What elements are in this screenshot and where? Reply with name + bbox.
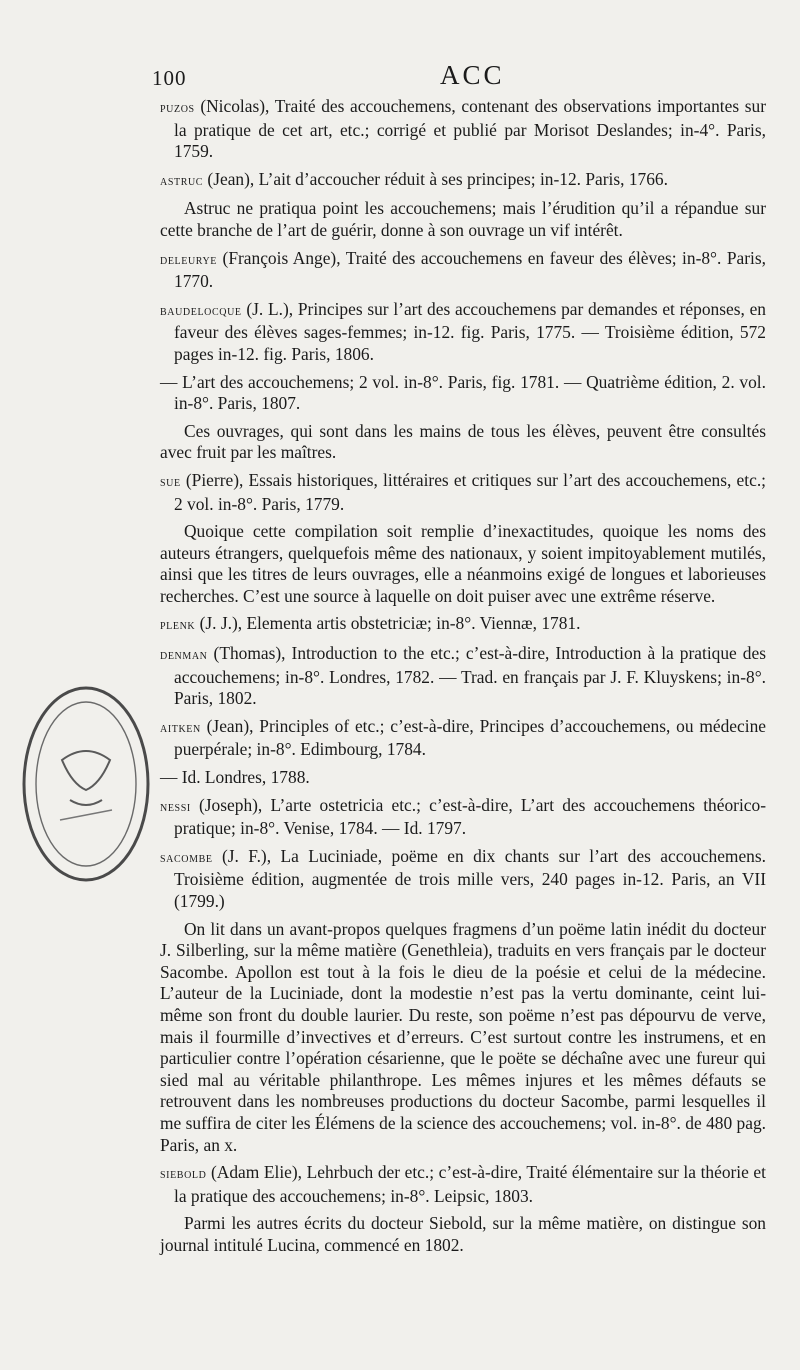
author-name: puzos bbox=[160, 101, 195, 116]
entry-plenk bbox=[160, 613, 766, 637]
page-body bbox=[160, 96, 766, 1263]
entry-deleurye bbox=[160, 248, 766, 293]
entry-sue bbox=[160, 470, 766, 515]
author-name: deleurye bbox=[160, 252, 218, 268]
entry-text: (Joseph), L’arte ostetricia etc.; c’est-à-dire, L’art des accouchemens théorico-pratique; in-8°. Venise, 1784. — Id. 1797. bbox=[174, 794, 766, 839]
author-name: denman bbox=[160, 648, 208, 664]
page-number: 100 bbox=[152, 66, 187, 90]
entry-text: (Thomas), Introduction to the etc.; c’est-à-dire, Introduction à la pratique des accouchemens; in-8°. Londres, 1782. — Trad. en français par J. F. Kluyskens; in-8°. Paris, 1802. bbox=[174, 643, 766, 709]
entry-denman bbox=[160, 643, 766, 710]
commentary-paragraph: Quoique cette compilation soit remplie d’inexactitudes, quoique les noms des auteurs étrangers, quelquefois même des nationaux, y soient impitoyablement mutilés, ainsi que les titres de leurs ouvrages, elle a néanmoins exigé de longues et laborieuses recherches. C’est une source à laquelle on doit puiser avec une extrême réserve. bbox=[160, 521, 766, 606]
entry-text: (Jean), L’ait d’accoucher réduit à ses principes; in-12. Paris, 1766. bbox=[203, 168, 668, 189]
entry-text: (Pierre), Essais historiques, littéraires et critiques sur l’art des accouchemens, etc.; 2 vol. in-8°. Paris, 1779. bbox=[174, 469, 766, 514]
entry-aitken bbox=[160, 716, 766, 761]
entry-nessi bbox=[160, 795, 766, 840]
author-name: nessi bbox=[160, 799, 191, 815]
entry-puzos bbox=[160, 96, 766, 163]
entry-text: (François Ange), Traité des accouchemens en faveur des élèves; in-8°. Paris, 1770. bbox=[174, 247, 766, 292]
entry-text: (J. F.), La Luciniade, poëme en dix chants sur l’art des accouchemens. Troisième édition, augmentée de trois mille vers, 240 pages in-12. Paris, an VII (1799.) bbox=[174, 845, 766, 911]
library-stamp-seal bbox=[2, 680, 150, 890]
entry-astruc bbox=[160, 169, 766, 193]
commentary-paragraph: Parmi les autres écrits du docteur Siebold, sur la même matière, on distingue son journal intitulé Lucina, commencé en 1802. bbox=[160, 1213, 766, 1255]
commentary-paragraph: Astruc ne pratiqua point les accouchemens; mais l’érudition qu’il a répandue sur cette branche de l’art de guérir, donne à son ouvrage un vif intérêt. bbox=[160, 198, 766, 240]
author-name: plenk bbox=[160, 618, 196, 634]
author-name: baudelocque bbox=[160, 303, 242, 319]
entry-baudelocque bbox=[160, 299, 766, 366]
entry-sacombe bbox=[160, 846, 766, 913]
entry-continuation: — Id. Londres, 1788. bbox=[160, 767, 310, 788]
author-name: siebold bbox=[160, 1167, 207, 1183]
entry-text: (Adam Elie), Lehrbuch der etc.; c’est-à-dire, Traité élémentaire sur la théorie et la pratique des accouchemens; in-8°. Leipsic, 1803. bbox=[174, 1162, 766, 1206]
commentary-paragraph: On lit dans un avant-propos quelques fragmens d’un poëme latin inédit du docteur J. Silberling, sur la même matière (Genethleia), traduits en vers français par le docteur Sacombe. Apollon est tout à la fois le dieu de la poésie et celui de la médecine. L’auteur de la Luciniade, dont la modestie n’est pas la vertu dominante, ceint lui-même son front du double laurier. Du reste, son poëme n’est pas dépourvu de verve, mais il fourmille d’invectives et d’erreurs. C’est surtout contre les instrumens, et en particulier contre l’opération césarienne, que le poëte se déchaîne avec une fureur qui sied mal au véritable philanthrope. Les mêmes injures et les mêmes défauts se retrouvent dans les nombreuses productions du docteur Sacombe, parmi lesquelles il me suffira de citer les Élémens de la science des accouchemens; vol. in-8°. de 480 pag. Paris, an x. bbox=[160, 918, 766, 1155]
entry-siebold bbox=[160, 1162, 766, 1207]
author-name: sue bbox=[160, 474, 181, 490]
running-head: ACC bbox=[440, 60, 505, 90]
author-name: aitken bbox=[160, 720, 201, 736]
entry-text: (Jean), Principles of etc.; c’est-à-dire, Principes d’accouchemens, ou médecine puerpérale; in-8°. Edimbourg, 1784. bbox=[174, 715, 766, 760]
page-header bbox=[0, 60, 800, 92]
entry-text: (J. L.), Principes sur l’art des accouchemens par demandes et réponses, en faveur des élèves sages-femmes; in-12. fig. Paris, 1775. — Troisième édition, 572 pages in-12. fig. Paris, 1806. bbox=[174, 298, 766, 364]
entry-text: (J. J.), Elementa artis obstetriciæ; in-8°. Viennæ, 1781. bbox=[195, 613, 581, 634]
entry-continuation: — L’art des accouchemens; 2 vol. in-8°. Paris, fig. 1781. — Quatrième édition, 2. vol. in-8°. Paris, 1807. bbox=[160, 371, 766, 414]
commentary-paragraph: Ces ouvrages, qui sont dans les mains de tous les élèves, peuvent être consultés avec fruit par les maîtres. bbox=[160, 420, 766, 463]
author-name: sacombe bbox=[160, 850, 213, 866]
author-name: astruc bbox=[160, 173, 204, 189]
entry-text: (Nicolas), Traité des accouchemens, contenant des observations importantes sur la pratique de cet art, etc.; corrigé et publié par Morisot Deslandes; in-4°. Paris, 1759. bbox=[174, 96, 766, 162]
